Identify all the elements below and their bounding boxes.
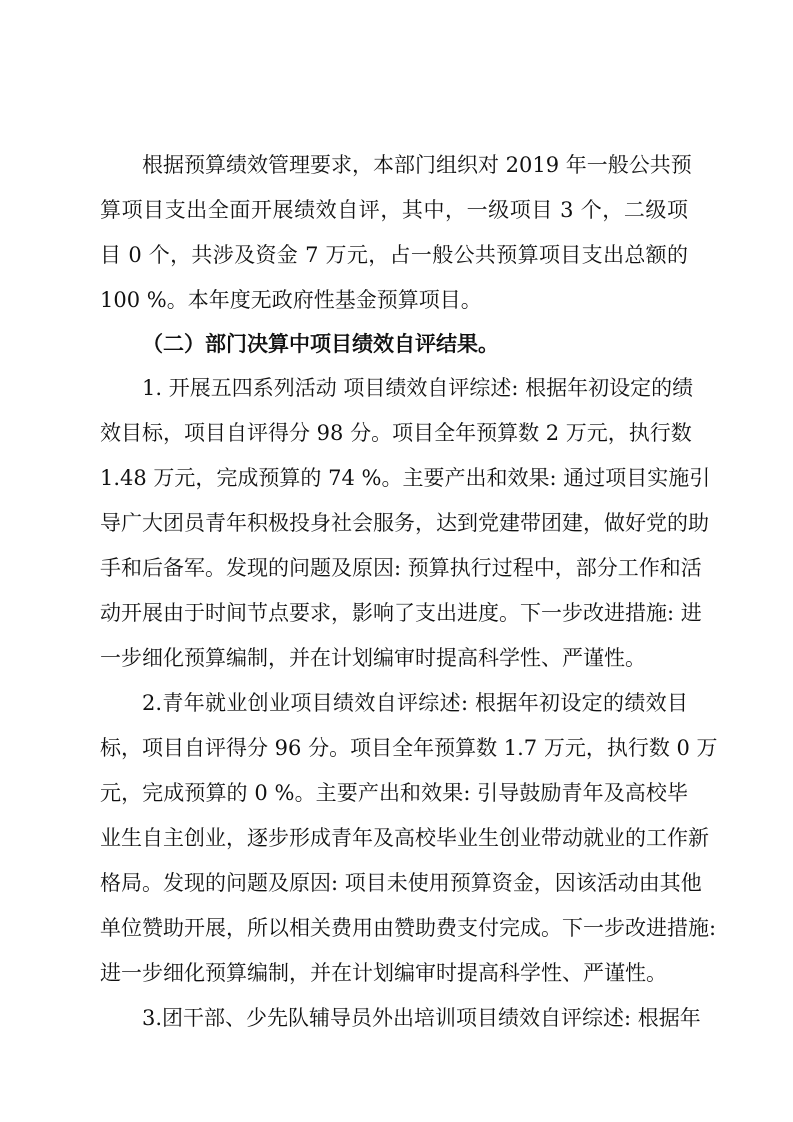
project-2-line-4: 业生自主创业，逐步形成青年及高校毕业生创业带动就业的工作新 xyxy=(100,826,709,850)
project-1-line-6: 动开展由于时间节点要求，影响了支出进度。下一步改进措施: 进 xyxy=(100,601,702,625)
project-2-line-5: 格局。发现的问题及原因: 项目未使用预算资金，因该活动由其他 xyxy=(100,871,702,895)
intro-line-1: 根据预算绩效管理要求，本部门组织对 2019 年一般公共预 xyxy=(142,153,692,177)
project-1-line-4: 导广大团员青年积极投身社会服务，达到党建带团建，做好党的助 xyxy=(100,511,709,535)
section-heading: （二）部门决算中项目绩效自评结果。 xyxy=(142,332,499,356)
project-1-line-1: 1. 开展五四系列活动 项目绩效自评综述: 根据年初设定的绩 xyxy=(142,376,694,400)
project-2-line-6: 单位赞助开展，所以相关费用由赞助费支付完成。下一步改进措施: xyxy=(100,916,717,940)
project-1-line-5: 手和后备军。发现的问题及原因: 预算执行过程中，部分工作和活 xyxy=(100,556,702,580)
project-3-line-1: 3.团干部、少先队辅导员外出培训项目绩效自评综述: 根据年 xyxy=(142,1006,701,1030)
project-2-line-3: 元，完成预算的 0 %。主要产出和效果: 引导鼓励青年及高校毕 xyxy=(100,781,688,805)
project-2-line-2: 标，项目自评得分 96 分。项目全年预算数 1.7 万元，执行数 0 万 xyxy=(100,736,718,760)
intro-line-4: 100 %。本年度无政府性基金预算项目。 xyxy=(100,288,482,312)
project-1-line-2: 效目标，项目自评得分 98 分。项目全年预算数 2 万元，执行数 xyxy=(100,421,692,445)
project-1-line-3: 1.48 万元，完成预算的 74 %。主要产出和效果: 通过项目实施引 xyxy=(100,466,711,490)
project-2-line-1: 2.青年就业创业项目绩效自评综述: 根据年初设定的绩效目 xyxy=(142,691,688,715)
project-1-line-7: 一步细化预算编制，并在计划编审时提高科学性、严谨性。 xyxy=(100,646,646,670)
project-2-line-7: 进一步细化预算编制，并在计划编审时提高科学性、严谨性。 xyxy=(100,961,667,985)
intro-line-3: 目 0 个，共涉及资金 7 万元，占一般公共预算项目支出总额的 xyxy=(100,243,688,267)
intro-line-2: 算项目支出全面开展绩效自评，其中，一级项目 3 个，二级项 xyxy=(100,198,688,222)
